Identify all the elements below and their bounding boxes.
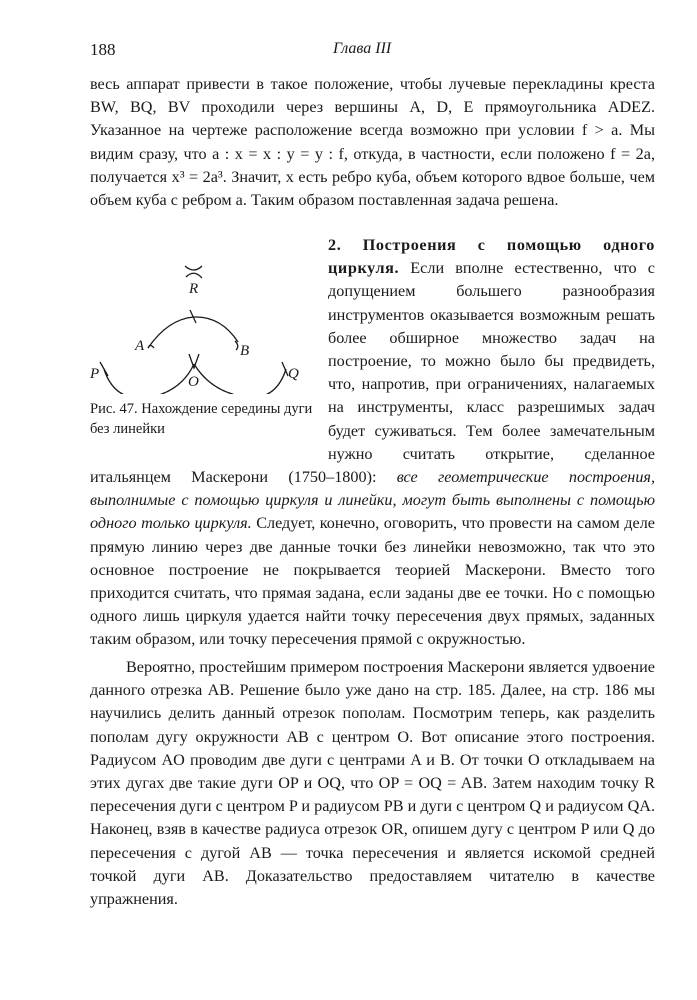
arc-mark-r bbox=[185, 266, 202, 270]
arc-oq bbox=[194, 364, 286, 394]
section-text-2: Следует, конечно, оговорить, что провести на самом деле прямую линию через две данные точки без линейки невозможно, так что это основное построение не покрывается теорией Маскерони. Вместо того приходится считать, что прямая задана, если заданы две ее точки. Но с помощью одного лишь циркуля удается найти точку пересечения двух прямых, заданных таким образом, или точку пересечения прямой с окружностью. bbox=[90, 514, 655, 649]
mark-o bbox=[189, 354, 199, 368]
figure-47 bbox=[90, 234, 320, 444]
section-paragraph bbox=[90, 234, 655, 652]
figure-caption: Рис. 47. Нахождение середины дуги без линейки bbox=[90, 401, 313, 437]
arc-mark-r bbox=[186, 273, 202, 278]
paragraph-3: Вероятно, простейшим примером построения Маскерони является удвоение данного отрезка AB. Решение было уже дано на стр. 185. Далее, на стр. 186 мы научились делить данный отрезок пополам. Посмотрим теперь, как разделить пополам дугу окружности AB с центром O. Вот описание этого построения. Радиусом AO проводим две дуги с центрами A и B. От точки O откладываем на этих дугах две такие дуги OP и OQ, что OP = OQ = AB. Затем находим точку R пересечения дуги с центром P и радиусом PB и дуги с центром Q и радиусом QA. Наконец, взяв в качестве радиуса отрезок OR, опишем дугу с центром P или Q до пересечения с дугой AB — точка пересечения и является искомой средней точкой дуги AB. Доказательство предоставляем читателю в качестве упражнения. bbox=[90, 658, 655, 909]
mark-p bbox=[100, 362, 108, 376]
label-b: B bbox=[240, 343, 250, 359]
hook-b bbox=[235, 341, 238, 350]
label-p: P bbox=[90, 366, 100, 382]
section-emphasis: все геометрические построения, выполнимые с помощью циркуля и линейки, могут быть выполнены с помощью одного только циркуля. bbox=[90, 468, 655, 533]
arc-po bbox=[104, 364, 194, 394]
section-text-1: Если вполне естественно, что с допущением большего разнообразия инструментов оказывается возможным решать более обширное множество задач на построение, то можно было бы предвидеть, что, напротив, при ограничениях, налагаемых на инструменты, класс разрешимых задач будет суживаться. Тем более замечательным нужно считать открытие, сделанное итальянцем Маскерони (1750–1800): bbox=[90, 259, 655, 487]
running-head: Глава III bbox=[333, 40, 392, 57]
label-q: Q bbox=[288, 366, 299, 382]
label-a: A bbox=[135, 338, 145, 354]
page-number: 188 bbox=[90, 40, 116, 59]
arc-ab bbox=[148, 317, 238, 348]
paragraph-1: весь аппарат привести в такое положение, чтобы лучевые перекладины креста BW, BQ, BV проходили через вершины A, D, E прямоугольника ADEZ. Указанное на чертеже расположение всегда возможно при условии f > a. Мы видим сразу, что a : x = x : y = y : f, откуда, в частности, если положено f = 2a, получается x³ = 2a³. Значит, x есть ребро куба, объем которого вдвое больше, чем объем куба с ребром a. Таким образом поставленная задача решена. bbox=[90, 75, 655, 210]
figure-drawing bbox=[90, 244, 320, 394]
label-r: R bbox=[189, 281, 199, 297]
label-o: O bbox=[188, 374, 199, 390]
section-heading: 2. Построения с помощью одного циркуля. bbox=[328, 236, 655, 278]
